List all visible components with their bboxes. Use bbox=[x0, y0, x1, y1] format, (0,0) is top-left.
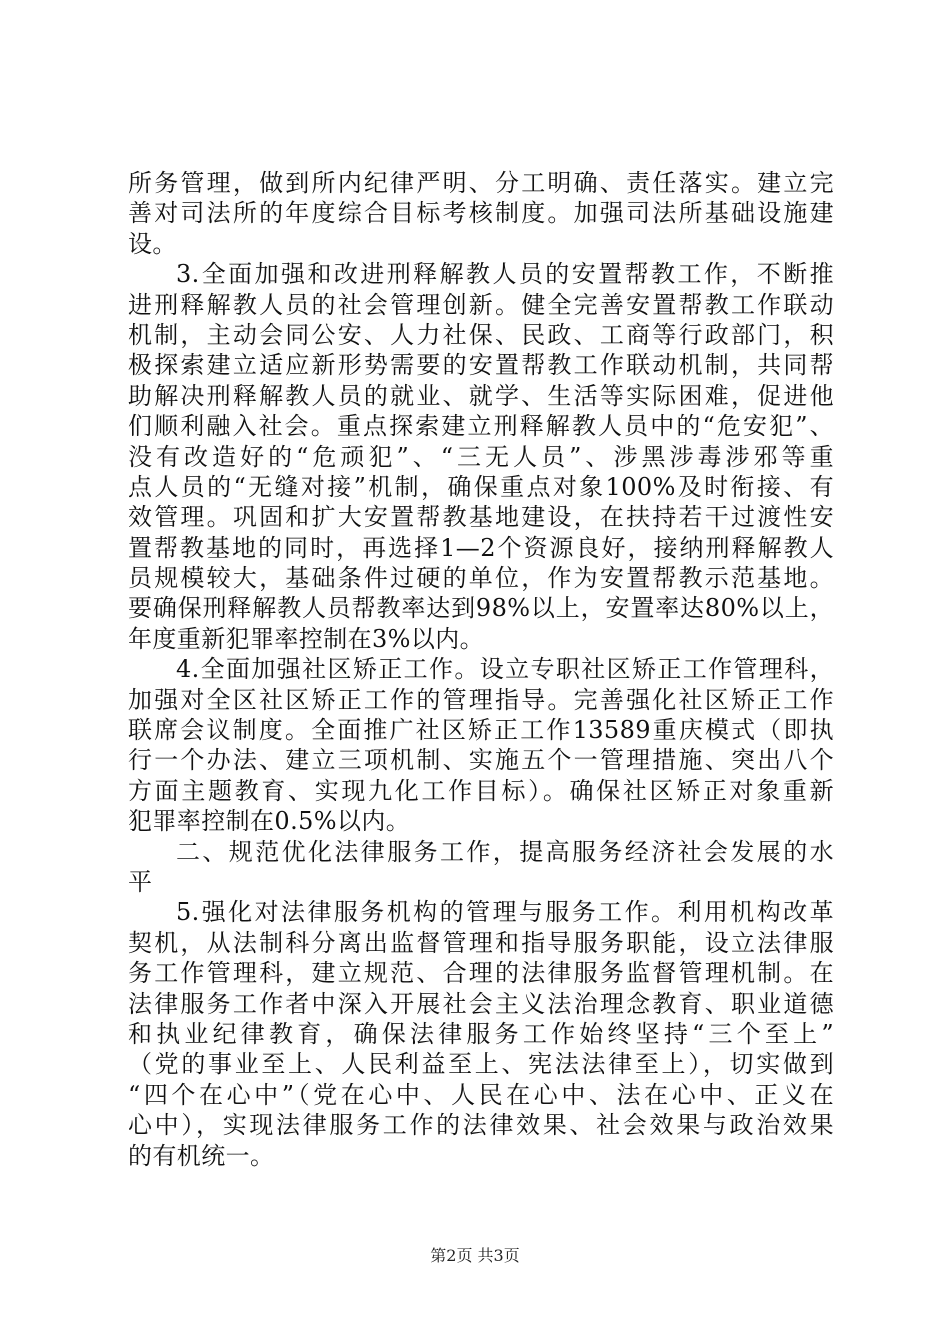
text-line: 法律服务工作者中深入开展社会主义法治理念教育、职业道德 bbox=[128, 989, 834, 1018]
text-line: 员规模较大，基础条件过硬的单位，作为安置帮教示范基地。 bbox=[128, 564, 834, 593]
text-line: 置帮教基地的同时，再选择1—2个资源良好，接纳刑释解教人 bbox=[128, 533, 834, 562]
text-line: 年度重新犯罪率控制在3%以内。 bbox=[128, 624, 485, 653]
text-line: 方面主题教育、实现九化工作目标）。确保社区矫正对象重新 bbox=[128, 776, 834, 805]
text-line: 们顺利融入社会。重点探索建立刑释解教人员中的“危安犯”、 bbox=[128, 412, 834, 441]
text-line: 要确保刑释解教人员帮教率达到98%以上，安置率达80%以上， bbox=[128, 594, 834, 623]
text-line: 点人员的“无缝对接”机制，确保重点对象100%及时衔接、有 bbox=[128, 472, 834, 501]
text-line: 机制，主动会同公安、人力社保、民政、工商等行政部门，积 bbox=[128, 320, 834, 349]
page-number-footer: 第2页 共3页 bbox=[430, 1246, 520, 1265]
text-line: 极探索建立适应新形势需要的安置帮教工作联动机制，共同帮 bbox=[128, 351, 834, 380]
section-heading-line: 平 bbox=[128, 867, 153, 896]
text-line: 加强对全区社区矫正工作的管理指导。完善强化社区矫正工作 bbox=[128, 685, 834, 714]
section-heading-line: 二、规范优化法律服务工作，提高服务经济社会发展的水 bbox=[176, 837, 834, 866]
text-line: 心中），实现法律服务工作的法律效果、社会效果与政治效果 bbox=[128, 1111, 834, 1140]
text-line: 务工作管理科，建立规范、合理的法律服务监督管理机制。在 bbox=[128, 959, 834, 988]
paragraph-start-line: 3.全面加强和改进刑释解教人员的安置帮教工作，不断推 bbox=[176, 260, 834, 289]
text-line: 进刑释解教人员的社会管理创新。健全完善安置帮教工作联动 bbox=[128, 290, 834, 319]
text-line: （党的事业至上、人民利益至上、宪法法律至上），切实做到 bbox=[128, 1050, 834, 1079]
paragraph-start-line: 5.强化对法律服务机构的管理与服务工作。利用机构改革 bbox=[176, 898, 834, 927]
text-line: 善对司法所的年度综合目标考核制度。加强司法所基础设施建 bbox=[128, 199, 834, 228]
text-line: 契机，从法制科分离出监督管理和指导服务职能，设立法律服 bbox=[128, 928, 834, 957]
paragraph-start-line: 4.全面加强社区矫正工作。设立专职社区矫正工作管理科， bbox=[176, 655, 834, 684]
text-line: 犯罪率控制在0.5%以内。 bbox=[128, 807, 411, 836]
text-line: 助解决刑释解教人员的就业、就学、生活等实际困难，促进他 bbox=[128, 381, 834, 410]
text-line: 行一个办法、建立三项机制、实施五个一管理措施、突出八个 bbox=[128, 746, 834, 775]
text-line: 和执业纪律教育，确保法律服务工作始终坚持“三个至上” bbox=[128, 1019, 834, 1048]
text-line: 联席会议制度。全面推广社区矫正工作13589重庆模式（即执 bbox=[128, 716, 834, 745]
document-body bbox=[128, 168, 834, 1171]
text-line: 没有改造好的“危顽犯”、“三无人员”、涉黑涉毒涉邪等重 bbox=[128, 442, 834, 471]
text-line: 的有机统一。 bbox=[128, 1141, 275, 1170]
text-line: 设。 bbox=[128, 229, 177, 258]
text-line: “四个在心中”（党在心中、人民在心中、法在心中、正义在 bbox=[128, 1080, 834, 1109]
text-line: 效管理。巩固和扩大安置帮教基地建设，在扶持若干过渡性安 bbox=[128, 503, 834, 532]
text-line: 所务管理，做到所内纪律严明、分工明确、责任落实。建立完 bbox=[128, 169, 834, 197]
